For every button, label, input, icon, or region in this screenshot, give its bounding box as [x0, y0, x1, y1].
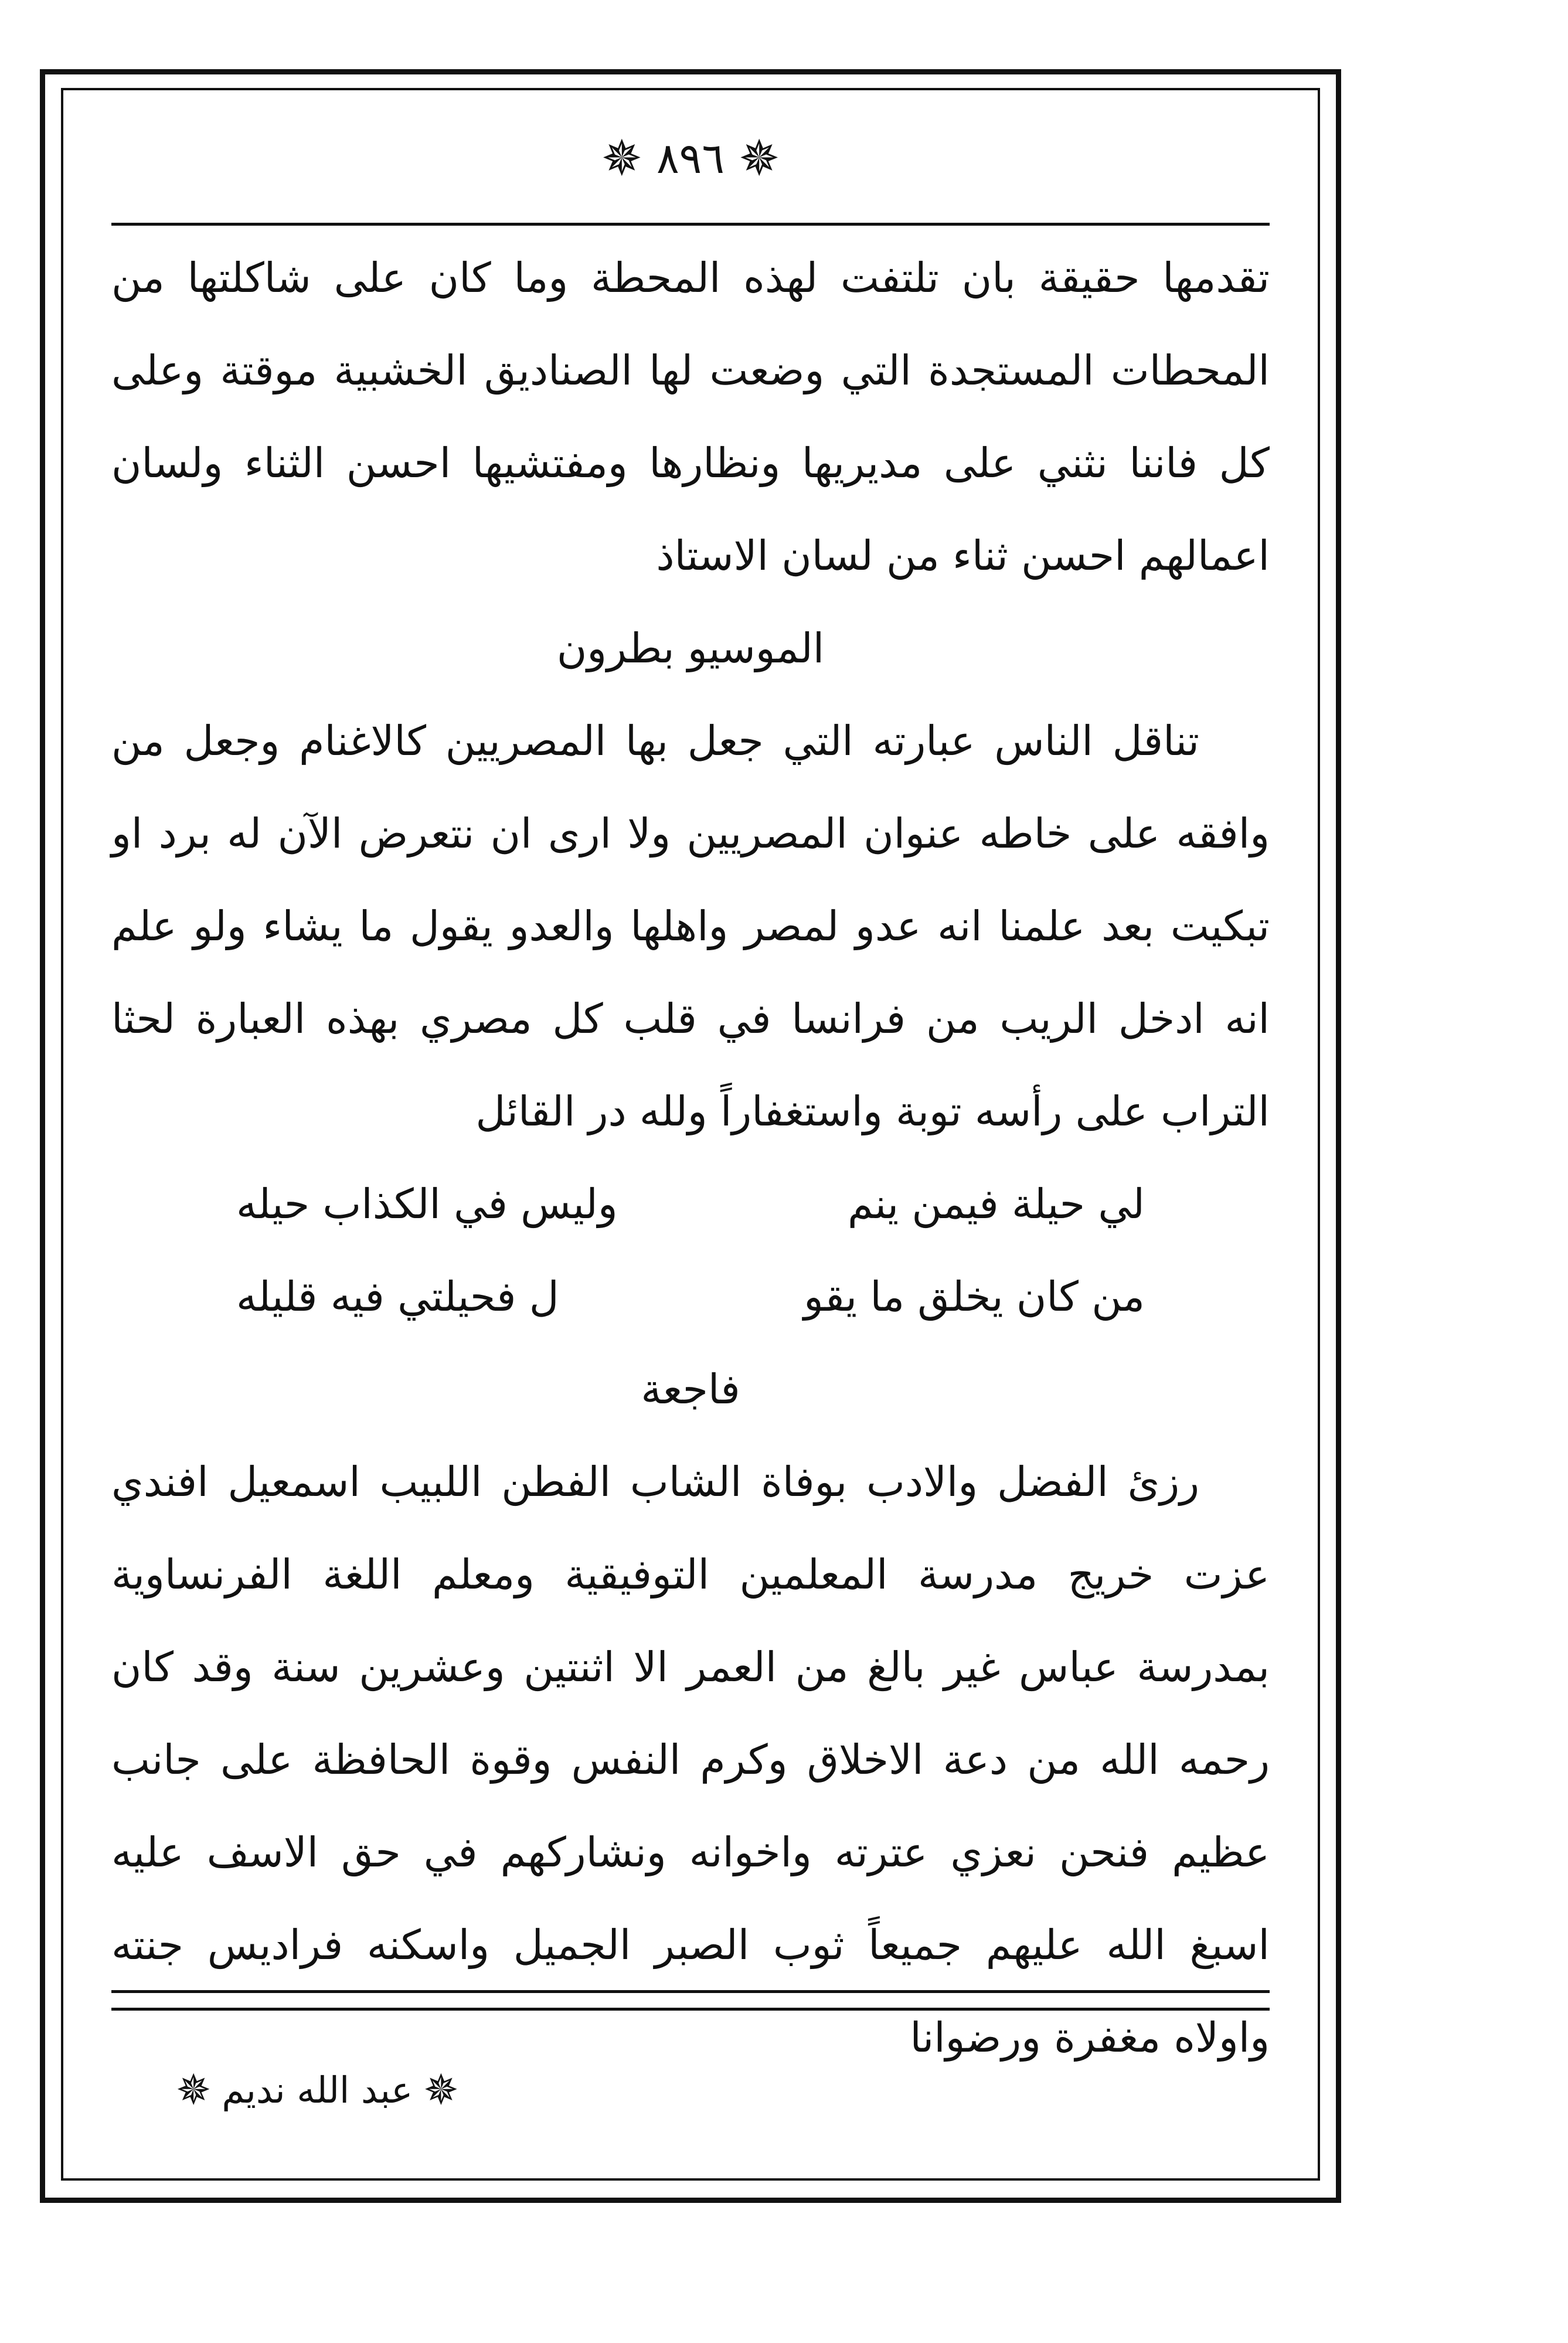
header-divider	[111, 223, 1270, 226]
footer-divider-bottom	[111, 2008, 1270, 2011]
paragraph-tragedy: رزئ الفضل والادب بوفاة الشاب الفطن اللبيب اسمعيل افندي عزت خريج مدرسة المعلمين التوفيقية ومعلم اللغة الفرنساوية بمدرسة عباس غير بالغ من العمر الا اثنتين وعشرين سنة وقد كان رحمه الله من دعة الاخلاق وكرم النفس وقوة الحافظة على جانب عظيم فنحن نعزي عترته واخوانه ونشاركهم في حق الاسف عليه اسبغ الله عليهم جميعاً ثوب الصبر الجميل واسكنه فراديس جنته واولاه مغفرة ورضوانا	[111, 1458, 1270, 2062]
verse-1-second-hemistich: وليس في الكذاب حيله	[236, 1180, 618, 1228]
ornament-left-icon: ✵	[601, 130, 642, 187]
footer-divider-top	[111, 1990, 1270, 1993]
author-signature	[176, 2055, 459, 2125]
paragraph-intro: تقدمها حقيقة بان تلتفت لهذه المحطة وما كان على شاكلتها من المحطات المستجدة التي وضعت لها الصناديق الخشبية موقتة وعلى كل فاننا نثني على مديريها ونظارها ومفتشيها احسن الثناء ولسان اعمالهم احسن ثناء من لسان الاستاذ	[111, 254, 1270, 580]
poem-verse-1	[111, 1158, 1270, 1250]
author-name: عبد الله نديم	[222, 2068, 413, 2111]
verse-2-first-hemistich: من كان يخلق ما يقو	[804, 1273, 1145, 1321]
poem-verse-2	[111, 1250, 1270, 1343]
paragraph-bertron: تناقل الناس عبارته التي جعل بها المصريين كالاغنام وجعل من وافقه على خاطه عنوان المصريين ولا ارى ان نتعرض الآن له برد او تبكيت بعد علمنا انه عدو لمصر واهلها والعدو يقول ما يشاء ولو علم انه ادخل الريب من فرانسا في قلب كل مصري بهذه العبارة لحثا التراب على رأسه توبة واستغفاراً ولله در القائل	[111, 717, 1270, 1135]
section-heading-bertron: الموسيو بطرون	[556, 624, 825, 672]
signature-ornament-right-icon: ✵	[423, 2065, 459, 2114]
section-heading-tragedy: فاجعة	[641, 1365, 740, 1413]
article-body	[111, 232, 1270, 2084]
page-number: ٨٩٦	[656, 134, 725, 183]
verse-2-second-hemistich: ل فحيلتي فيه قليله	[236, 1273, 559, 1321]
page-header	[61, 123, 1320, 193]
signature-ornament-left-icon: ✵	[176, 2065, 212, 2114]
ornament-right-icon: ✵	[739, 130, 780, 187]
verse-1-first-hemistich: لي حيلة فيمن ينم	[847, 1180, 1145, 1228]
